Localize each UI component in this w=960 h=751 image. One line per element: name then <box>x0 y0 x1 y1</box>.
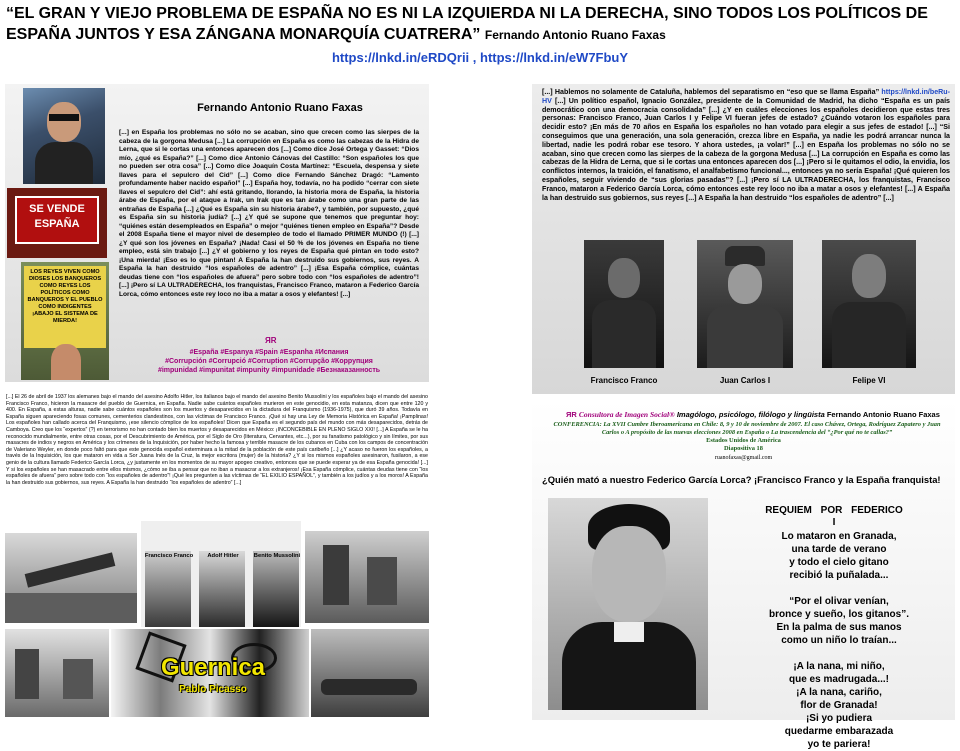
juan-carlos-portrait <box>697 240 793 368</box>
br-header-line <box>566 410 946 419</box>
tl-hashtags-1: #España #Espanya #Spain #Espanha #Испания <box>189 349 349 356</box>
guernica-author: Pablo Picasso <box>179 684 247 695</box>
poem-line <box>744 582 934 595</box>
poem-line: recibió la puñalada... <box>789 570 889 581</box>
sign-se-vende: SE VENDE ESPAÑA <box>15 196 99 244</box>
br-roles: Imagólogo, psicólogo, filólogo y lingüista <box>676 410 825 419</box>
poem-line: ¡A la nana, cariño, <box>796 687 882 698</box>
br-email[interactable]: ruanofaxas@gmail.com <box>714 455 773 461</box>
panel-top-left <box>5 84 429 382</box>
poem-line: quedarme embarazada <box>784 726 894 737</box>
leader-mussolini-label: Benito Mussolini <box>253 553 301 559</box>
poem-title: REQUIEM POR FEDERICO <box>765 505 903 516</box>
poem-line: yo te pariera! <box>807 739 871 750</box>
poem-line: como un niño lo traían... <box>781 635 897 646</box>
poem-line: y todo el cielo gitano <box>789 557 889 568</box>
guernica-title: Guernica <box>160 654 266 681</box>
tl-logo: ЯR <box>265 336 277 345</box>
leader-hitler-label: Adolf Hitler <box>207 553 239 559</box>
poem-line: Lo mataron en Granada, <box>781 531 897 542</box>
poem-line: que es madrugada...! <box>788 674 890 685</box>
bl-body: [...] El 26 de abril de 1937 los alemanes bajo el mando del asesino Adolfo Hitler, los italianos bajo el mando del asesino Benito Mussolini y los españoles bajo el mando del asesino Francisco Franco, hicieron la masacre del pueblo de Guernica, en España. Nadie sabe cuántos españoles murieron en este genocidio, en esta matanza, dicen que entre 120 y 400. En España, a estas alturas, nadie sabe cuántos españoles son los muertos y desaparecidos en la dictadura del Franquismo (1936-1975), que duró 39 años. Todavía en España siguen apareciendo fosas comunes, cementerios clandestinos, con las víctimas de Francisco Franco. ¡Qué si hay una Ley de Memoria Histórica en España! ¡Pamplinas! Los españoles han callado acerca del Franquismo, ¡ese silencio cómplice de los españoles! Dicen que España es el segundo país del mundo con más desaparecidos, detrás de Camboya. Creo que los “expertos” (?) en terrorismo no han contado bien los muertos y desaparecidos en México: ¡INCONCEBIBLE EN PLENO SIGLO XXI! [...] A España se le ha reconocido mundialmente, entre otras cosas, por el Descubrimiento de América, por el Siglo de Oro (literatura, Cervantes, etc...), por su fanatismo patológico y sin límites, por sus masacres de indios y negros en América y los crímenes de la Inquisición, por haber hecho la famosa y terrible masacre de los cubanos en Cuba con los campos de concentración de Valeriano Weyler, en donde poco faltó para que este genocida español exterminara a la mitad de la población de este país caribeño [...] ¿Y acaso no fueron los españoles, a través de la Inquisición, los que mataron en vida a Sor Juana Inés de la Cruz, la mejor escritora (mujer) de la historia? ¿Y si los mismos españoles asesinaron, fusilaron, a ese genio de la cultura llamado Federico García Lorca, ¿y justamente en los momentos de su mayor apogeo creativo, entonces que se puede esperar ya de esa España genocida! [...] Y si los españoles se han masacrado entre ellos mismos, ¿cómo se iba a pensar que no iban a masacrar a los extranjeros! ¡Esa España cómplice, cuántas deudas tiene con “los españoles de afuera” pero sobre todo con “los españoles de adentro”! ¡Qué les pregunten a las víctimas de “EL EXILIO ESPAÑOL”, y también a los judíos y a los moros! A España la han destruido sus gobiernos, sus reyes. A España la han destruido “los españoles de adentro” [...] <box>6 394 428 486</box>
poem-line: bronce y sueño, los gitanos”. <box>768 609 910 620</box>
poem-number: I <box>832 517 836 528</box>
poem-line: ¡Si yo pudiera <box>805 713 873 724</box>
br-place: Estados Unidos de América <box>706 437 781 444</box>
ruins-photo <box>305 531 429 623</box>
franco-portrait <box>584 240 664 368</box>
poem-line: flor de Granada! <box>800 700 878 711</box>
panel-top-right <box>532 84 955 394</box>
caption-franco: Francisco Franco <box>590 376 658 385</box>
protest-sign-photo <box>21 262 109 380</box>
tr-text-a: [...] Hablemos no solamente de Cataluña, hablemos del separatismo en “eso que se llama España” <box>542 88 880 96</box>
header-title: “EL GRAN Y VIEJO PROBLEMA DE ESPAÑA NO ES NI LA IZQUIERDA NI LA DERECHA, SINO TODOS LOS POLÍTICOS DE ESPAÑA JUNTOS Y ESA ZÁNGANA MONARQUÍA CUATRERA” <box>6 5 928 43</box>
br-slide: Diapositiva 18 <box>724 445 763 452</box>
tl-hashtags-2: #Corrupción #Corrupció #Corruption #Corrupção #Коррупция <box>165 358 373 365</box>
caption-juan-carlos: Juan Carlos I <box>719 376 771 385</box>
header-links[interactable]: https://lnkd.in/eRDQrii , https://lnkd.in/eW7FbuY <box>331 50 629 65</box>
lorca-portrait <box>548 498 708 710</box>
panel-bottom-right <box>532 400 955 750</box>
man-sunglasses-photo <box>23 88 105 184</box>
tr-link[interactable]: https://lnkd.in/beRu-HV <box>542 88 950 105</box>
poem-body <box>744 530 934 751</box>
tr-text-b: [...] Un político español, Ignacio González, presidente de la Comunidad de Madrid, ha dicho “España es un país democrático con una democracia consolidada” [...] ¿Y en cuáles elecciones los españoles decidieron que estas tres personas: Francisco Franco, Juan Carlos I y Felipe VI fueran jefes de estado? ¿Cuándo votaron los españoles para decidir esto? ¡En más de 70 años en España los españoles no han votado para elegir a sus jefes de estado! [...] “Si conseguimos que una generación, una sola generación, crezca libre en España, ya nadie les podrá arrancar nunca la libertad, nadie les podrá robar ese tesoro. Y ahora ustedes, ¡a volar!” [...] en España los problemas no sólo no se acaban, sino que crecen como las sierpes de la cabeza de la gorgona Medusa [...] La corrupción en España es como las cabezas de la Hidra de Lerna, que si le cortas una entonces aparecen dos [...] ¡Pero si le quitamos el odio, la envidia, los conflictos internos, la traición, el fanatismo, el analfabetismo funcional..., entonces ya no sería España! ¡Qué quieren los españoles, seguir viviendo de “sus glorias pasadas”? [...] ¡Pero sí LA ULTRADERECHA, los franquistas, Francisco Franco, mataron a Federico García Lorca, cómo entonces este rey loco no iba a matar a osos y elefantes! [...] A España la han destruido sus gobiernos, sus reyes [...] A España la han destruido “los españoles de adentro” [...] <box>542 96 950 202</box>
tl-body: [...] en España los problemas no sólo no se acaban, sino que crecen como las sierpes de la cabeza de la gorgona Medusa [...] La corrupción en España es como las cabezas de la Hidra de Lerna, que si le cortas una entonces aparecen dos [...] Como dice José Ortega y Gasset: “Dios mío, ¿qué es España?” [...] Como dice Antonio Cánovas del Castillo: “Son españoles los que no pueden ser otra cosa” [...] Como dice Joaquín Costa Martínez: “Escuela, despensa y siete llaves para el sepulcro del Cid” [...] Como dice Fernando Sánchez Dragó: “Lamento profundamente haber nacido español” [...] España hoy, todavía, no ha podido “cerrar con siete llaves el sepulcro del Cid”: ahí está gritando, llorando, la historia mora de España, la historia árabe de España, por el ataque a Irak, un Irak que es tan árabe como una gran parte de las entrañas de España [...] ¿Qué es España sin su historia árabe?, y también, por supuesto, ¿qué es España sin su historia judía? [...] ¿Y qué se supone que tenemos que preguntar hoy: “quiénes están desempleados en España” o mejor “quiénes tienen empleo en España”? Desde el 2008 España tiene el mayor nivel de desempleo de todo el llamado PRIMER MUNDO (!) [...] ¿Y qué son los jóvenes en España? ¡Nada! Casi el 50 % de los jóvenes en España no tiene empleo, está sin trabajo [...] ¿Y el gobierno y los reyes de España qué pintan en todo esto? ¡Una mierda! ¡Eso es lo que pintan! A España la han destruido sus gobiernos, sus reyes. A España la han destruido “los españoles de adentro” [...] ¡Esa España cómplice, cuántas deudas tiene con “los españoles de afuera” pero sobre todo con “los españoles de adentro”! [...] ¡Pero sí LA ULTRADERECHA, los franquistas, Francisco Franco, mataron a Federico García Lorca, cómo entonces este rey loco no iba a matar a osos y elefantes! [...] <box>119 129 419 298</box>
br-conference: CONFERENCIA: La XVII Cumbre Iberoamericana en Chile: 8, 9 y 10 de noviembre de 2007. El caso Chávez, Ortega, Rodríguez Zapatero y Juan Carlos o A propósito de las nuevas elecciones 2008 en España o La trascendencia del “¿Por qué no te callas?” <box>553 421 941 436</box>
tl-hashtags-3: #impunidad #impunitat #impunity #impunidade #Безнаказанность <box>157 367 381 374</box>
caption-felipe: Felipe VI <box>852 376 886 385</box>
page-header <box>6 3 956 46</box>
poem-line <box>744 647 934 660</box>
bodies-photo <box>311 629 429 717</box>
sign-reyes: LOS REYES VIVEN COMO DIOSES LOS BANQUEROS COMO REYES LOS POLÍTICOS COMO BANQUEROS Y EL PUEBLO COMO INDIGENTES ¡ABAJO EL SISTEMA DE MIERDA! <box>24 266 106 348</box>
panel-bottom-left <box>5 393 429 718</box>
poem-line: ¡A la nana, mi niño, <box>793 661 885 672</box>
poem-line: En la palma de sus manos <box>776 622 902 633</box>
br-question: ¿Quién mató a nuestro Federico García Lorca? ¡Francisco Franco y la España franquista! <box>542 474 941 485</box>
br-logo: ЯR <box>566 410 577 419</box>
leader-franco-label: Francisco Franco <box>144 553 194 559</box>
poem-line: “Por el olivar venían, <box>789 596 889 607</box>
header-author: Fernando Antonio Ruano Faxas <box>484 28 666 42</box>
br-brand: Consultora de Imagen Social® <box>578 410 675 419</box>
se-vende-espana-photo <box>7 188 107 258</box>
street-ruins-photo <box>5 629 109 717</box>
poem-line: una tarde de verano <box>791 544 887 555</box>
br-author: Fernando Antonio Ruano Faxas <box>826 410 940 419</box>
leaders-photo <box>141 521 301 627</box>
plane-wreck-photo <box>5 533 137 623</box>
tr-body <box>542 88 950 228</box>
felipe-portrait <box>822 240 916 368</box>
tl-author: Fernando Antonio Ruano Faxas <box>197 102 363 114</box>
